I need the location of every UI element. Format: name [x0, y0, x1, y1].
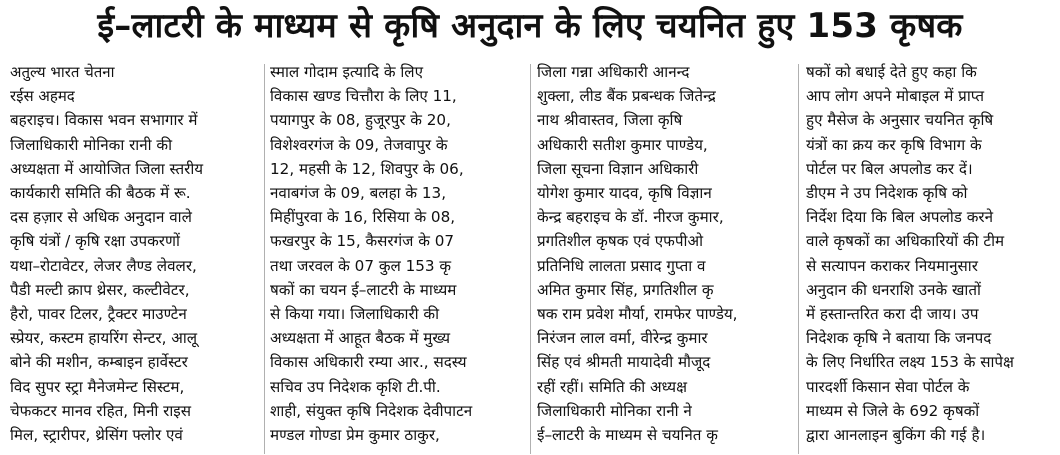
text-line: अनुदान की धनराशि उनके खातों — [806, 280, 981, 299]
text-line: शुक्ला, लीड बैंक प्रबन्धक जितेन्द्र — [537, 87, 716, 106]
author-line: रईस अहमद — [10, 87, 75, 106]
column-text — [270, 60, 522, 447]
text-line: मिल, स्ट्रारीपर, थ्रेसिंग फ्लोर एवं — [10, 426, 183, 445]
text-line: प्रगतिशील कृषक एवं एफपीओ — [537, 232, 703, 251]
article-column-4 — [806, 60, 1054, 455]
text-line: आप लोग अपने मोबाइल में प्राप्त — [806, 87, 985, 106]
text-line: तथा जरवल के 07 कुल 153 कृ — [270, 256, 452, 275]
text-line: जिला सूचना विज्ञान अधिकारी — [537, 159, 699, 178]
text-line: 12, महसी के 12, शिवपुर के 06, — [270, 159, 464, 178]
text-line: मण्डल गोण्डा प्रेम कुमार ठाकुर, — [270, 426, 440, 445]
text-line: हुए मैसेज के अनुसार चयनित कृषि — [806, 111, 994, 130]
text-line: द्वारा आनलाइन बुकिंग की गई है। — [806, 426, 986, 445]
text-line: मिहींपुरवा के 16, रिसिया के 08, — [270, 208, 456, 227]
text-line: निर्देश दिया कि बिल अपलोड करने — [806, 208, 994, 227]
text-line: पैडी मल्टी क्राप थ्रेसर, कल्टीवेटर, — [10, 280, 190, 299]
text-line: अध्यक्षता में आयोजित जिला स्तरीय — [10, 159, 204, 178]
text-line: के लिए निर्धारित लक्ष्य 153 के सापेक्ष — [806, 353, 1014, 372]
headline: ई–लाटरी के माध्यम से कृषि अनुदान के लिए चयनित हुए 153 कृषक — [97, 6, 963, 46]
text-line: प्रतिनिधि लालता प्रसाद गुप्ता व — [537, 256, 706, 275]
column-divider — [530, 64, 531, 454]
text-line: से सत्यापन कराकर नियमानुसार — [806, 256, 978, 275]
text-line: बोने की मशीन, कम्बाइन हार्वेस्टर — [10, 353, 188, 372]
text-line: फखरपुर के 15, कैसरगंज के 07 — [270, 232, 455, 251]
text-line: सचिव उप निदेशक कृशि टी.पी. — [270, 377, 441, 396]
text-line: विकास खण्ड चित्तौरा के लिए 11, — [270, 87, 457, 106]
text-line: स्प्रेयर, कस्टम हायरिंग सेन्टर, आलू — [10, 329, 198, 348]
text-line: हैरो, पावर टिलर, ट्रैक्टर माउण्टेन — [10, 305, 187, 324]
text-line: कृषि यंत्रों / कृषि रक्षा उपकरणों — [10, 232, 180, 251]
text-line: अधिकारी सतीश कुमार पाण्डेय, — [537, 135, 708, 154]
text-line: बहराइच। विकास भवन सभागार में — [10, 111, 198, 130]
text-line: विशेश्वरगंज के 09, तेजवापुर के — [270, 135, 448, 154]
column-text — [10, 108, 258, 447]
text-line: पयागपुर के 08, हुजूरपुर के 20, — [270, 111, 451, 130]
article-column-3 — [537, 60, 790, 455]
text-line: ई–लाटरी के माध्यम से चयनित कृ — [537, 426, 718, 445]
article-body — [0, 60, 1060, 455]
text-line: पोर्टल पर बिल अपलोड कर दें। — [806, 159, 973, 178]
column-text — [537, 60, 790, 447]
text-line: नवाबगंज के 09, बलहा के 13, — [270, 184, 447, 203]
text-line: जिलाधिकारी मोनिका रानी की — [10, 135, 173, 154]
text-line: पारदर्शी किसान सेवा पोर्टल के — [806, 377, 970, 396]
text-line: अध्यक्षता में आहूत बैठक में मुख्य — [270, 329, 451, 348]
text-line: रहीं रहीं। समिति की अध्यक्ष — [537, 377, 687, 396]
text-line: निदेशक कृषि ने बताया कि जनपद — [806, 329, 992, 348]
text-line: डीएम ने उप निदेशक कृषि को — [806, 184, 968, 203]
text-line: में हस्तान्तरित करा दी जाय। उप — [806, 305, 979, 324]
text-line: जिला गन्ना अधिकारी आनन्द — [537, 63, 690, 81]
text-line: जिलाधिकारी मोनिका रानी ने — [537, 401, 692, 420]
text-line: कार्यकारी समिति की बैठक में रू. — [10, 184, 191, 203]
text-line: षकों का चयन ई–लाटरी के माध्यम — [270, 280, 457, 299]
article-column-1 — [10, 60, 258, 455]
text-line: अमित कुमार सिंह, प्रगतिशील कृ — [537, 280, 714, 299]
article-column-2 — [270, 60, 522, 455]
text-line: स्माल गोदाम इत्यादि के लिए — [270, 63, 423, 81]
text-line: यंत्रों का क्रय कर कृषि विभाग के — [806, 135, 982, 154]
text-line: माध्यम से जिले के 692 कृषकों — [806, 401, 980, 420]
text-line: सिंह एवं श्रीमती मायादेवी मौजूद — [537, 353, 711, 372]
text-line: दस हज़ार से अधिक अनुदान वाले — [10, 208, 192, 227]
column-divider — [264, 64, 265, 454]
text-line: केन्द्र बहराइच के डॉ. नीरज कुमार, — [537, 208, 724, 227]
column-text — [806, 60, 1054, 447]
text-line: निरंजन लाल वर्मा, वीरेन्द्र कुमार — [537, 329, 708, 348]
text-line: योगेश कुमार यादव, कृषि विज्ञान — [537, 184, 712, 203]
text-line: चेफकटर मानव रहित, मिनी राइस — [10, 401, 192, 420]
text-line: वाले कृषकों का अधिकारियों की टीम — [806, 232, 1005, 251]
text-line: यथा–रोटावेटर, लेजर लैण्ड लेवलर, — [10, 256, 197, 275]
text-line: नाथ श्रीवास्तव, जिला कृषि — [537, 111, 683, 130]
text-line: से किया गया। जिलाधिकारी की — [270, 305, 440, 324]
text-line: षकों को बधाई देते हुए कहा कि — [806, 63, 977, 81]
text-line: विद सुपर स्ट्रा मैनेजमेन्ट सिस्टम, — [10, 377, 185, 396]
column-divider — [798, 64, 799, 454]
text-line: षक राम प्रवेश मौर्या, रामफेर पाण्डेय, — [537, 305, 738, 324]
text-line: विकास अधिकारी रम्या आर., सदस्य — [270, 353, 467, 372]
text-line: शाही, संयुक्त कृषि निदेशक देवीपाटन — [270, 401, 473, 420]
source-line: अतुल्य भारत चेतना — [10, 63, 115, 81]
